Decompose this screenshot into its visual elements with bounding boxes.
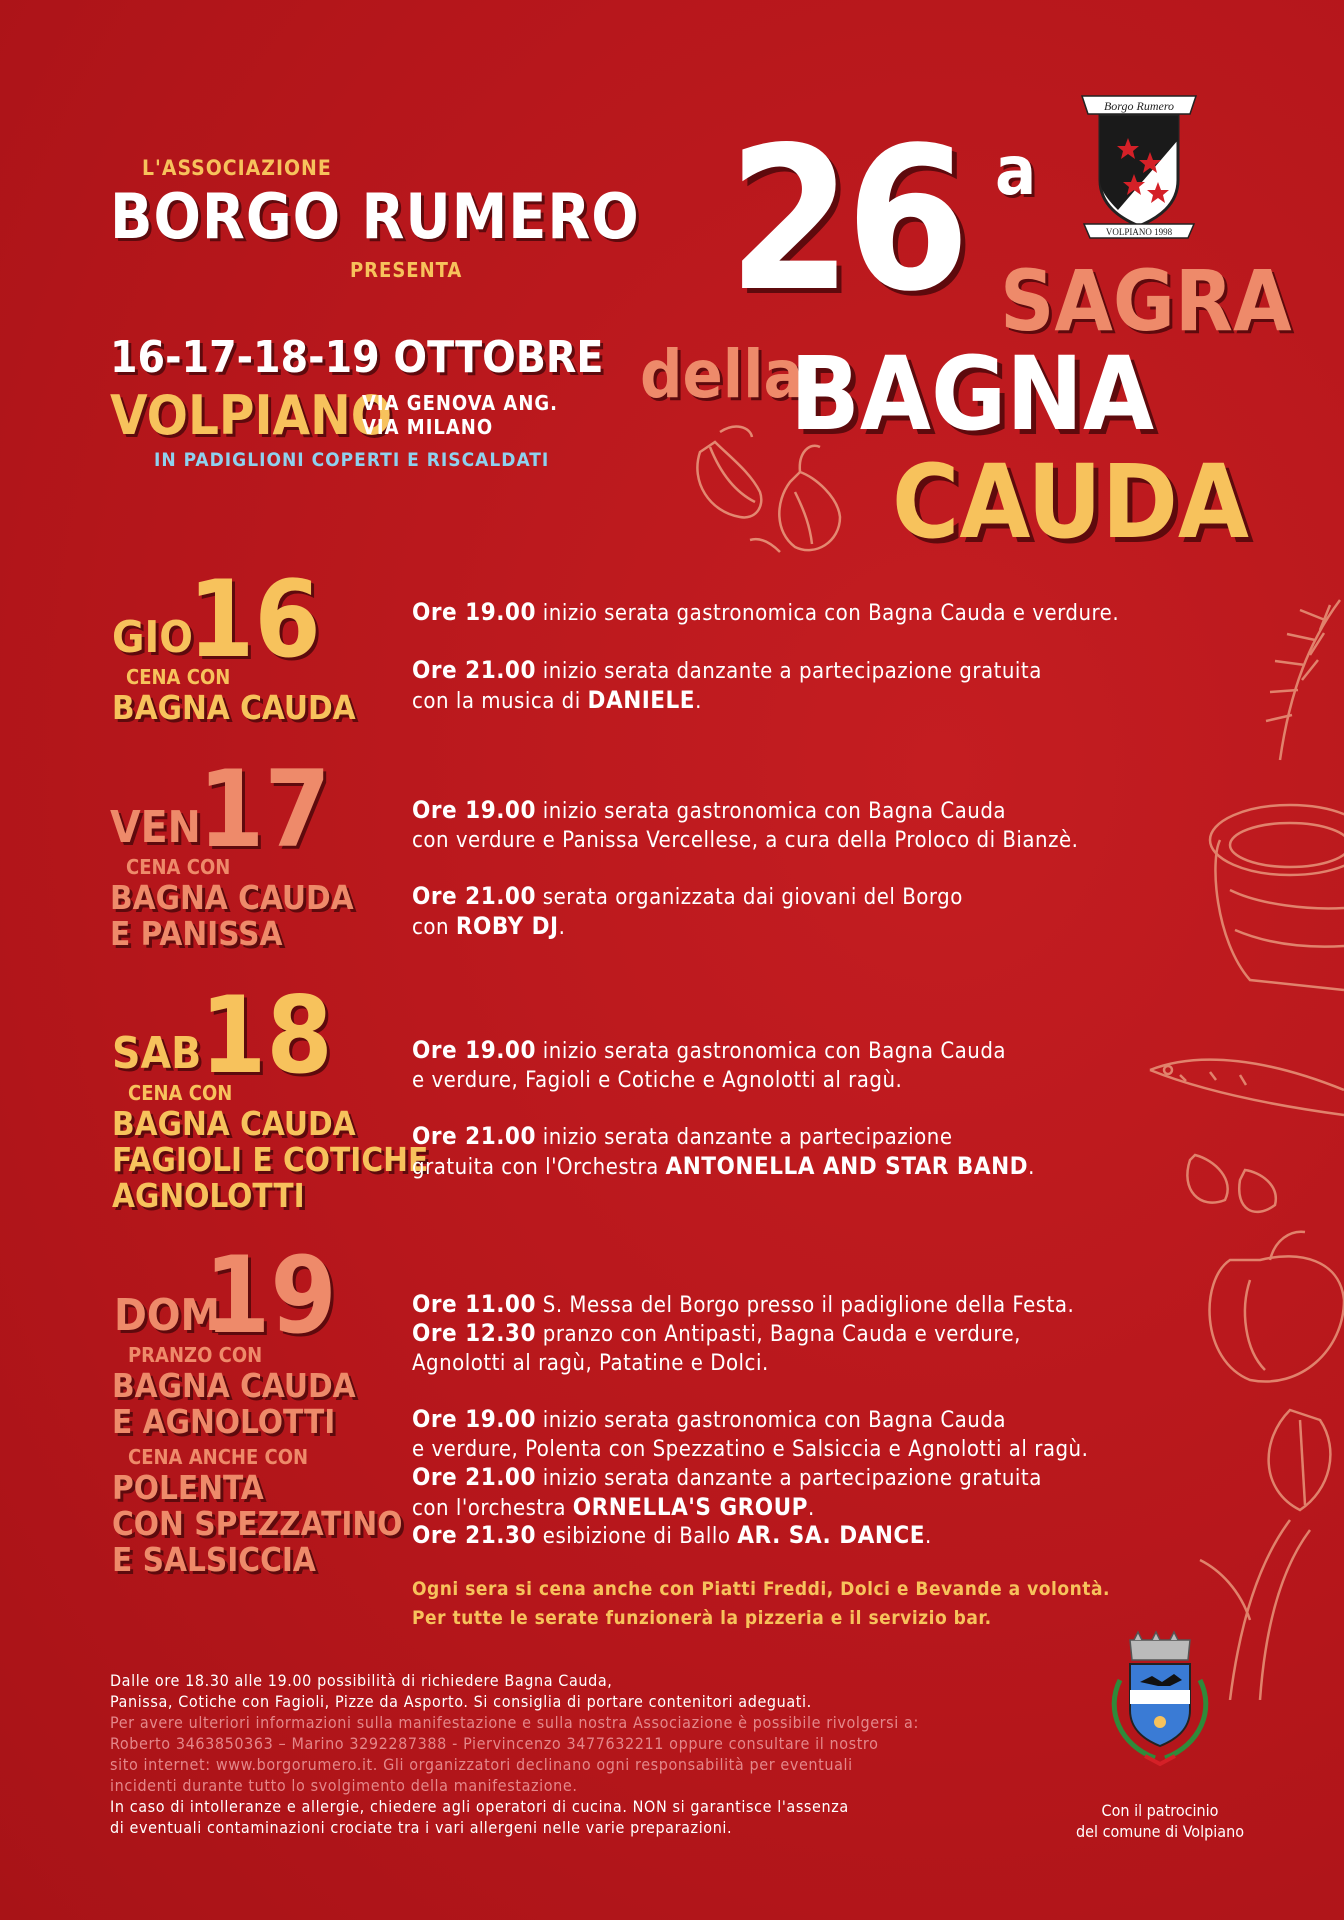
takeaway-line-1: Dalle ore 18.30 alle 19.00 possibilità di richiedere Bagna Cauda, <box>110 1671 613 1690</box>
event-end: . <box>1028 1155 1035 1180</box>
menu-line-19-3: POLENTA <box>112 1468 264 1507</box>
edition-number: 26 <box>728 104 964 335</box>
takeaway-line-2: Panissa, Cotiche con Fagioli, Pizze da Asporto. Si consiglia di portare contenitori adeguati. <box>110 1692 812 1711</box>
event-time: Ore 21.00 <box>412 1463 536 1491</box>
event-18-1 <box>412 1036 1006 1095</box>
day-num-16: 16 <box>188 558 321 681</box>
event-text: inizio serata gastronomica con Bagna Cauda <box>542 799 1007 824</box>
note-line-2: Per tutte le serate funzionerà la pizzeria e il servizio bar. <box>412 1607 992 1629</box>
evening-notes <box>412 1575 1110 1633</box>
title-cauda: CAUDA <box>892 443 1249 562</box>
event-time: Ore 12.30 <box>412 1319 536 1347</box>
event-text: inizio serata gastronomica con Bagna Cauda e verdure. <box>542 601 1120 626</box>
street-line-2: VIA MILANO <box>362 415 494 439</box>
event-text: pranzo con Antipasti, Bagna Cauda e verdure, <box>542 1322 1021 1347</box>
event-time: Ore 21.00 <box>412 882 536 910</box>
event-19-2 <box>412 1319 1021 1378</box>
info-line-2: Roberto 3463850363 – Marino 3292287388 - Piervincenzo 3477632211 oppure consultare il nostro <box>110 1734 879 1753</box>
event-dates: 16-17-18-19 OTTOBRE <box>110 332 604 383</box>
event-text-2: gratuita con l'Orchestra <box>412 1155 659 1180</box>
menu-line-17-2: E PANISSA <box>110 914 283 953</box>
event-end: . <box>695 689 702 714</box>
menu-line-19-5: E SALSICCIA <box>112 1540 316 1579</box>
event-text: inizio serata danzante a partecipazione gratuita <box>542 1466 1042 1491</box>
event-text: inizio serata gastronomica con Bagna Cauda <box>542 1039 1007 1064</box>
event-end: . <box>925 1524 932 1549</box>
event-time: Ore 21.30 <box>412 1521 536 1549</box>
event-time: Ore 11.00 <box>412 1290 536 1318</box>
menu-intro-19-dinner: CENA ANCHE CON <box>128 1445 309 1469</box>
organization-name: BORGO RUMERO <box>110 180 640 253</box>
event-highlight: DANIELE <box>587 686 696 714</box>
patronage-line-1: Con il patrocinio <box>1101 1801 1219 1820</box>
day-abbr-16: GIO <box>112 612 193 663</box>
event-time: Ore 19.00 <box>412 598 536 626</box>
event-17-2 <box>412 882 963 942</box>
event-end: . <box>808 1496 815 1521</box>
municipal-crest-icon <box>1100 1630 1220 1770</box>
event-highlight: ROBY DJ <box>455 912 559 940</box>
event-city: VOLPIANO <box>110 384 393 447</box>
event-19-4 <box>412 1463 1042 1523</box>
event-highlight: ORNELLA'S GROUP <box>572 1493 809 1521</box>
event-19-3 <box>412 1405 1088 1464</box>
footer-info <box>110 1670 919 1838</box>
event-text: esibizione di Ballo <box>542 1524 731 1549</box>
menu-intro-16: CENA CON <box>126 665 231 689</box>
menu-intro-19: PRANZO CON <box>128 1343 263 1367</box>
menu-line-19-4: CON SPEZZATINO <box>112 1504 403 1543</box>
event-18-2 <box>412 1122 1035 1182</box>
patronage-note <box>1040 1800 1280 1842</box>
menu-line-18-2: FAGIOLI E COTICHE <box>112 1140 429 1179</box>
patronage-line-2: del comune di Volpiano <box>1076 1822 1244 1841</box>
event-time: Ore 21.00 <box>412 656 536 684</box>
event-19-5 <box>412 1521 932 1551</box>
event-time: Ore 19.00 <box>412 1036 536 1064</box>
edition-suffix: a <box>995 132 1037 211</box>
logo-top-text: Borgo Rumero <box>1103 99 1175 113</box>
event-text-2: e verdure, Fagioli e Cotiche e Agnolotti al ragù. <box>412 1068 903 1093</box>
day-num-19: 19 <box>204 1234 337 1357</box>
event-text-2: con l'orchestra <box>412 1496 566 1521</box>
title-sagra: SAGRA <box>1000 252 1292 350</box>
logo-bottom-text: VOLPIANO 1998 <box>1105 227 1173 237</box>
menu-line-18-1: BAGNA CAUDA <box>112 1104 356 1143</box>
event-highlight: AR. SA. DANCE <box>737 1521 926 1549</box>
event-text-2: con la musica di <box>412 689 581 714</box>
info-line-4: incidenti durante tutto lo svolgimento della manifestazione. <box>110 1776 578 1795</box>
event-time: Ore 21.00 <box>412 1122 536 1150</box>
allergy-line-1: In caso di intolleranze e allergie, chiedere agli operatori di cucina. NON si garantisce l'assenza <box>110 1797 849 1816</box>
info-line-3: sito internet: www.borgorumero.it. Gli organizzatori declinano ogni responsabilità per eventuali <box>110 1755 853 1774</box>
day-abbr-18: SAB <box>112 1028 202 1079</box>
menu-line-19-1: BAGNA CAUDA <box>112 1366 356 1405</box>
event-time: Ore 19.00 <box>412 796 536 824</box>
event-end: . <box>558 915 566 940</box>
menu-line-17-1: BAGNA CAUDA <box>110 878 354 917</box>
event-text: serata organizzata dai giovani del Borgo <box>542 885 963 910</box>
event-16-2 <box>412 656 1042 716</box>
day-abbr-17: VEN <box>110 802 201 853</box>
title-della: della <box>640 336 804 413</box>
info-line-1: Per avere ulteriori informazioni sulla manifestazione e sulla nostra Associazione è possibile rivolgersi a: <box>110 1713 919 1732</box>
event-highlight: ANTONELLA AND STAR BAND <box>665 1152 1029 1180</box>
event-text-2: con <box>412 915 450 940</box>
event-text-2: con verdure e Panissa Vercellese, a cura della Proloco di Bianzè. <box>412 828 1079 853</box>
vegetable-illustration-icon <box>1140 560 1344 1700</box>
day-abbr-19: DOM <box>114 1290 220 1341</box>
event-16-1 <box>412 598 1119 628</box>
event-text-2: Agnolotti al ragù, Patatine e Dolci. <box>412 1351 769 1376</box>
presents-label: PRESENTA <box>350 258 463 282</box>
note-line-1: Ogni sera si cena anche con Piatti Freddi, Dolci e Bevande a volontà. <box>412 1578 1110 1600</box>
event-text: inizio serata gastronomica con Bagna Cauda <box>542 1408 1007 1433</box>
menu-line-18-3: AGNOLOTTI <box>112 1176 305 1215</box>
event-text-2: e verdure, Polenta con Spezzatino e Salsiccia e Agnolotti al ragù. <box>412 1437 1089 1462</box>
event-text: S. Messa del Borgo presso il padiglione della Festa. <box>542 1293 1075 1318</box>
day-num-17: 17 <box>198 748 331 871</box>
menu-intro-18: CENA CON <box>128 1081 233 1105</box>
menu-intro-17: CENA CON <box>126 855 231 879</box>
allergy-line-2: di eventuali contaminazioni crociate tra i vari allergeni nelle varie preparazioni. <box>110 1818 733 1837</box>
event-17-1 <box>412 796 1078 855</box>
day-num-18: 18 <box>200 974 333 1097</box>
event-text: inizio serata danzante a partecipazione gratuita <box>542 659 1042 684</box>
street-line-1: VIA GENOVA ANG. <box>362 391 559 415</box>
menu-line-19-2: E AGNOLOTTI <box>112 1402 336 1441</box>
pavilion-note: IN PADIGLIONI COPERTI E RISCALDATI <box>154 449 550 471</box>
event-text: inizio serata danzante a partecipazione <box>542 1125 953 1150</box>
shield-logo-icon <box>1078 90 1200 240</box>
association-label: L'ASSOCIAZIONE <box>142 156 332 180</box>
event-19-1 <box>412 1290 1074 1320</box>
menu-line-16-1: BAGNA CAUDA <box>112 688 356 727</box>
title-bagna: BAGNA <box>790 335 1155 454</box>
event-time: Ore 19.00 <box>412 1405 536 1433</box>
